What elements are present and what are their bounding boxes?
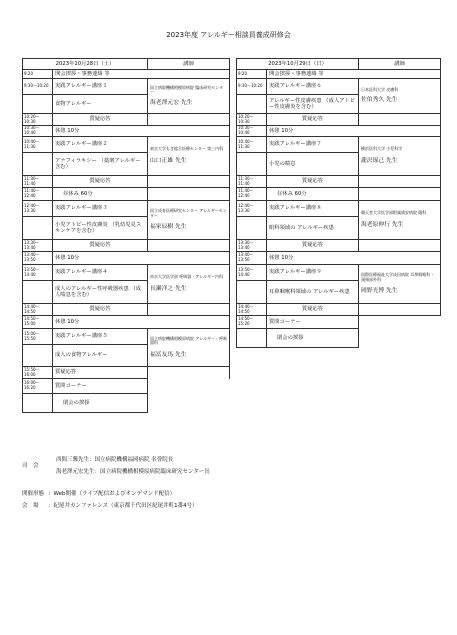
speaker-cell — [359, 137, 441, 176]
speaker-name: 佐伯秀久 先生 — [361, 97, 398, 104]
speaker-name: 福家辰樹 先生 — [150, 224, 187, 231]
time-cell: 11:30～11:40 — [237, 176, 267, 188]
session-topic: 成人のアレルギー性呼吸器疾患 （成人喘息を含む） — [53, 281, 148, 304]
speaker-affiliation: 日本医科大学 皮膚科 — [361, 86, 399, 92]
time-cell: 10:20～10:30 — [23, 114, 53, 126]
page-title: 2023年度 アレルギー相談員養成研修会 — [166, 31, 291, 39]
time-cell: 15:00～15:50 — [23, 329, 53, 345]
qa-cell: 質疑応答 — [267, 114, 359, 126]
speaker-name: 瀧沢琢己 先生 — [361, 157, 398, 164]
session-topic: 小児の喘息 — [267, 153, 359, 176]
day2-date-header: 2023年10月29日（日） — [237, 59, 359, 70]
schedule-table-day2 — [236, 58, 441, 348]
session-cell: 実践アレルギー講座６ — [267, 79, 359, 95]
qa-cell: 質疑応答 — [267, 176, 359, 188]
session-cell: 実践アレルギー講座９ — [267, 265, 359, 281]
day1-date-header: 2023年10月28日（土） — [23, 59, 148, 70]
session-topic: 成人の食物アレルギー — [53, 345, 148, 367]
session-topic: アナフィラキシー （薬剤アレルギー含む） — [53, 153, 148, 176]
speaker-cell — [148, 137, 230, 176]
session-cell: 実践アレルギー講座５ — [53, 329, 148, 345]
format-label: 開催形態 — [22, 491, 45, 497]
speaker-cell — [359, 201, 441, 240]
session-cell: 開会挨拶・事務連絡 等 — [53, 70, 230, 79]
format-value: ：Web開催（ライブ配信およびオンデマンド配信） — [48, 491, 176, 497]
session-topic: アレルギー性皮膚疾患 （成人アトピー性皮膚炎を含む） — [267, 95, 359, 114]
time-cell: 10:30～10:40 — [237, 126, 267, 137]
venue-value: ：紀尾井カンファレンス（東京都千代田区紀尾井町1番4号） — [48, 503, 198, 509]
speaker-affiliation: 東京大学もぎ総合医療センター 第三内科 — [150, 146, 224, 152]
break-cell: 休憩 10分 — [53, 126, 230, 137]
session-cell: 開会挨拶・事務連絡 等 — [267, 70, 441, 79]
time-cell: 12:40～13:30 — [23, 201, 53, 217]
break-cell: 休憩 10分 — [267, 252, 441, 265]
venue-label: 会 場 — [22, 503, 39, 509]
break-cell: 休憩 10分 — [53, 316, 230, 329]
session-cell: 実践アレルギー講座２ — [53, 137, 148, 153]
closing-cell: 閉会の挨拶 — [267, 329, 359, 348]
speaker-cell — [148, 201, 230, 240]
lunch-cell: 昼休み 60分 — [267, 188, 359, 201]
session-cell: 実践アレルギー講座７ — [267, 137, 359, 153]
time-cell: 15:50～16:00 — [23, 367, 53, 379]
speaker-affiliation: 国立成育医療研究センター アレルギーセンター — [150, 208, 227, 218]
qa-corner-cell: 質問コーナー — [53, 379, 148, 394]
qa-cell: 質疑応答 — [267, 304, 359, 316]
qa-cell: 質疑応答 — [53, 114, 148, 126]
session-topic: 食物アレルギー — [53, 95, 148, 114]
qa-cell: 質疑応答 — [53, 240, 148, 252]
time-cell: 9:30～10:20 — [23, 79, 53, 95]
time-cell: 13:50～14:40 — [237, 265, 267, 281]
speaker-cell — [359, 265, 441, 304]
speaker-affiliation: 国立病院機構相模原病院 臨床研究センター — [150, 84, 224, 95]
day2-speaker-header: 講師 — [359, 59, 441, 70]
speaker-affiliation: 国際医療福祉大学成田病院 耳鼻咽喉科・頭頸部外科 — [361, 272, 435, 282]
time-cell: 11:40～12:40 — [237, 188, 267, 201]
schedule-table-day1 — [22, 58, 230, 413]
speaker-cell — [148, 329, 230, 367]
time-cell: 9:20 — [237, 70, 267, 79]
lunch-cell: 昼休み 60分 — [53, 188, 148, 201]
time-cell: 10:40～11:30 — [237, 137, 267, 153]
time-cell: 14:40～14:50 — [237, 304, 267, 316]
time-cell: 13:30～13:40 — [23, 240, 53, 252]
qa-corner-cell: 質問コーナー — [267, 316, 359, 329]
speaker-name: 岡野光博 先生 — [361, 288, 398, 295]
speaker-affiliation: 順天堂大学医学部附属浦安病院 眼科 — [361, 210, 427, 216]
time-cell: 16:00～16:20 — [23, 379, 53, 394]
chair-2: 海老澤元宏先生：国立病院機構相模原病院臨床研究センター長 — [56, 469, 210, 475]
time-cell: 10:30～10:40 — [23, 126, 53, 137]
time-cell: 11:30～11:40 — [23, 176, 53, 188]
session-cell: 実践アレルギー講座４ — [53, 265, 148, 281]
session-cell: 実践アレルギー講座８ — [267, 201, 359, 217]
session-topic: 小児アトピー性皮膚炎 （乳幼児見スキンケアを含む） — [53, 217, 148, 240]
speaker-name: 山口正雄 先生 — [150, 157, 187, 164]
session-cell: 実践アレルギー講座３ — [53, 201, 148, 217]
session-topic: 耳鼻咽喉科領域の アレルギー疾患 — [267, 281, 359, 304]
qa-cell: 質疑応答 — [53, 367, 148, 379]
chair-1: 西間三馨先生：国立病院機構福岡病院 名誉院長 — [56, 457, 174, 463]
time-cell: 14:40～14:50 — [23, 304, 53, 316]
qa-cell: 質疑応答 — [53, 176, 148, 188]
speaker-name: 海老澤元宏 先生 — [150, 99, 193, 106]
speaker-name: 福冨友馬 先生 — [150, 351, 187, 358]
time-cell: 12:40～13:30 — [237, 201, 267, 217]
speaker-cell — [148, 265, 230, 304]
chair-label: 司 会 — [22, 463, 39, 469]
time-cell: 13:30～13:40 — [237, 240, 267, 252]
time-cell: 14:50～15:00 — [23, 316, 53, 329]
speaker-affiliation: 横浜医科大学 小児科学 — [361, 146, 403, 152]
day1-speaker-header: 講師 — [148, 59, 230, 70]
time-cell: 9:30～10:20 — [237, 79, 267, 95]
speaker-affiliation: 帝京大学医学部 呼吸器・アレルギー内科 — [150, 274, 224, 280]
break-cell: 休憩 10分 — [267, 126, 441, 137]
time-cell: 11:40～12:40 — [23, 188, 53, 201]
speaker-cell — [148, 79, 230, 114]
speaker-name: 海老原伸行 先生 — [361, 221, 404, 228]
qa-cell: 質疑応答 — [53, 304, 148, 316]
time-cell: 10:40～11:30 — [23, 137, 53, 153]
session-topic: 眼科領域の アレルギー疾患 — [267, 217, 359, 240]
time-cell: 13:50～14:40 — [23, 265, 53, 281]
time-cell: 10:20～10:30 — [237, 114, 267, 126]
break-cell: 休憩 10分 — [53, 252, 230, 265]
speaker-name: 長瀬洋之 先生 — [150, 285, 187, 292]
time-cell: 14:50～15:20 — [237, 316, 267, 329]
qa-cell: 質疑応答 — [267, 240, 359, 252]
time-cell: 13:40～13:50 — [237, 252, 267, 265]
speaker-affiliation: 国立病院機構相模原病院 アレルギー・呼吸器科 — [150, 335, 228, 346]
speaker-cell — [359, 79, 441, 114]
time-cell: 9:20 — [23, 70, 53, 79]
time-cell: 13:40～13:50 — [23, 252, 53, 265]
session-cell: 実践アレルギー講座１ — [53, 79, 148, 95]
closing-cell: 閉会の挨拶 — [53, 394, 148, 413]
